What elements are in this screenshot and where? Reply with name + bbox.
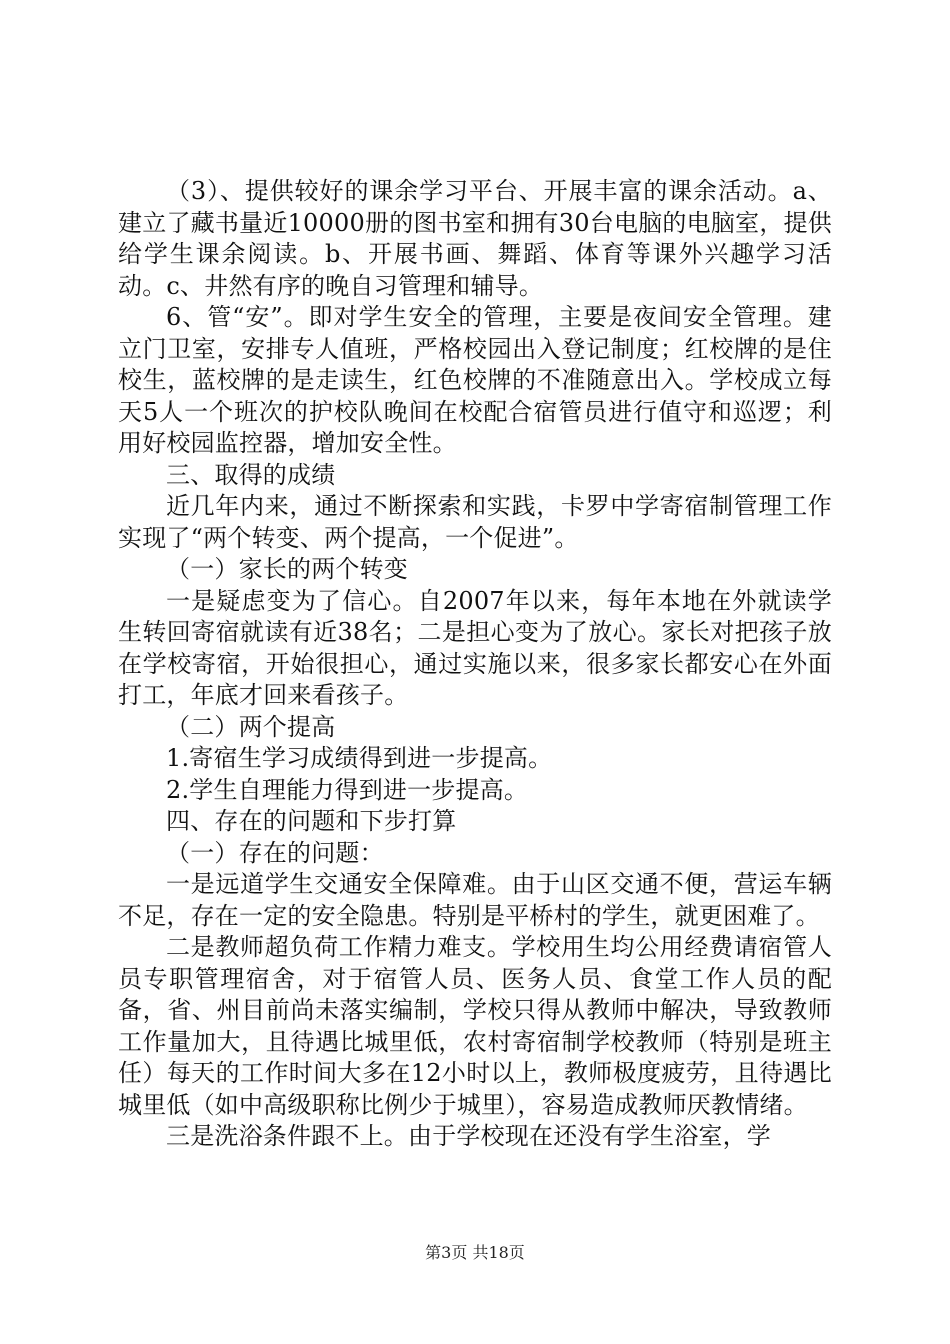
list-item-improvement-1: 1.寄宿生学习成绩得到进一步提高。 [166, 744, 553, 772]
subheading-parent-changes: （一）家长的两个转变 [166, 555, 408, 583]
document-body [118, 176, 832, 1153]
subheading-two-improvements: （二）两个提高 [166, 712, 336, 741]
paragraph-problem-teacher-workload: 二是教师超负荷工作精力难支。学校用生均公用经费请宿管人员专职管理宿舍，对于宿管人员、医务人员、食堂工作人员的配备，省、州目前尚未落实编制，学校只得从教师中解决，导致教师工作量加大，且待遇比城里低，农村寄宿制学校教师（特别是班主任）每天的工作时间大多在12小时以上，教师极度疲劳，且待遇比城里低（如中高级职称比例少于城里），容易造成教师厌教情绪。 [118, 933, 832, 1119]
paragraph-study-platform: （3）、提供较好的课余学习平台、开展丰富的课余活动。a、建立了藏书量近10000册的图书室和拥有30台电脑的电脑室，提供给学生课余阅读。b、开展书画、舞蹈、体育等课外兴趣学习活动。c、井然有序的晚自习管理和辅导。 [118, 177, 832, 300]
section-heading-achievements: 三、取得的成绩 [166, 460, 336, 489]
paragraph-parent-changes: 一是疑虑变为了信心。自2007年以来，每年本地在外就读学生转回寄宿就读有近38名；二是担心变为了放心。家长对把孩子放在学校寄宿，开始很担心，通过实施以来，很多家长都安心在外面打工，年底才回来看孩子。 [118, 586, 832, 709]
section-heading-problems: 四、存在的问题和下步打算 [166, 807, 457, 835]
page-number-footer: 第3页 共18页 [425, 1243, 525, 1262]
paragraph-problem-bathing: 三是洗浴条件跟不上。由于学校现在还没有学生浴室，学 [166, 1122, 771, 1150]
paragraph-problem-transport: 一是远道学生交通安全保障难。由于山区交通不便，营运车辆不足，存在一定的安全隐患。特别是平桥村的学生，就更困难了。 [118, 870, 832, 930]
list-item-improvement-2: 2.学生自理能力得到进一步提高。 [166, 775, 529, 804]
subheading-existing-problems: （一）存在的问题： [166, 838, 384, 867]
paragraph-safety-management: 6、管“安”。即对学生安全的管理，主要是夜间安全管理。建立门卫室，安排专人值班，严格校园出入登记制度；红校牌的是住校生，蓝校牌的是走读生，红色校牌的不准随意出入。学校成立每天5人一个班次的护校队晚间在校配合宿管员进行值守和巡逻；利用好校园监控器，增加安全性。 [118, 303, 832, 457]
paragraph-achievements-intro: 近几年内来，通过不断探索和实践，卡罗中学寄宿制管理工作实现了“两个转变、两个提高，一个促进”。 [118, 492, 832, 552]
